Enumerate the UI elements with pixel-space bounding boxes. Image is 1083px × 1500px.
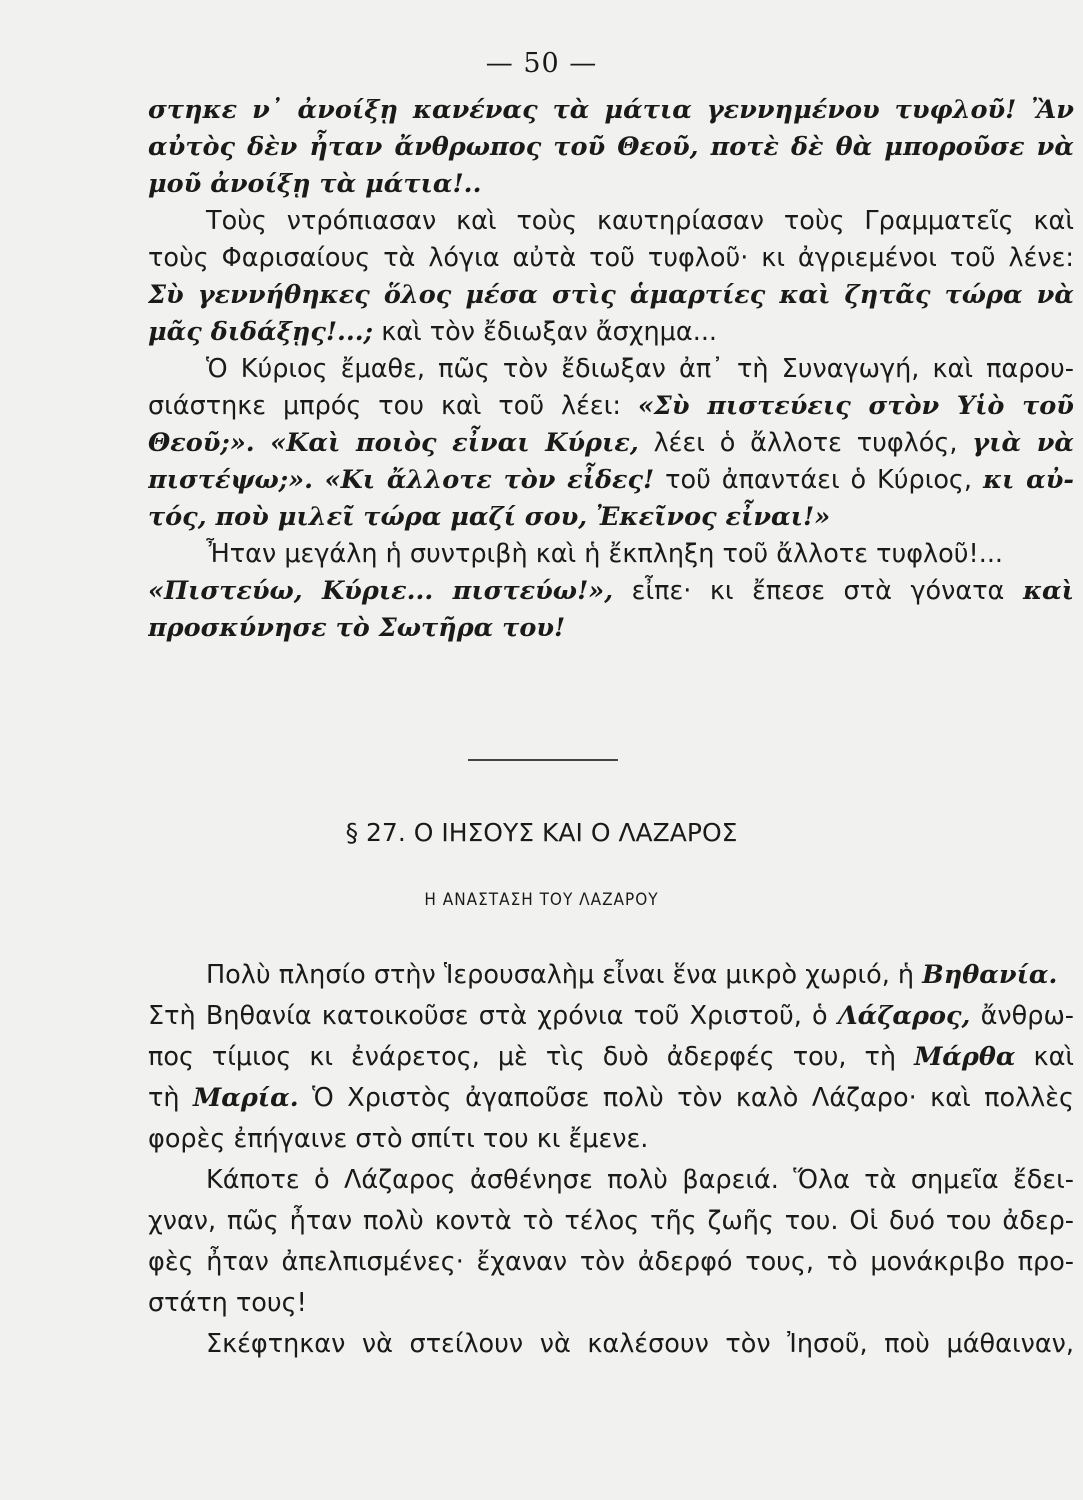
text-line xyxy=(148,462,1074,499)
text-line: μοῦ ἀνοίξῃ τὰ μάτια!.. xyxy=(148,169,482,199)
text-line xyxy=(148,955,1074,996)
italic-span: μᾶς διδάξῃς!...; xyxy=(148,317,374,347)
upper-text-block xyxy=(148,92,1074,647)
text-line: αὐτὸς δὲν ἦταν ἄνθρωπος τοῦ Θεοῦ, ποτὲ δὲ θὰ μποροῦσε νὰ xyxy=(148,132,1074,162)
plain-span: σιάστηκε μπρός του καὶ τοῦ λέει: xyxy=(148,391,638,421)
plain-span: εἶπε· κι ἔπεσε στὰ γόνατα xyxy=(613,576,1023,606)
italic-span: «Πιστεύω, Κύριε... πιστεύω!», xyxy=(148,576,614,606)
plain-span: καὶ τὸν ἔδιωξαν ἄσχημα... xyxy=(373,317,718,347)
italic-span: Θεοῦ;». «Καὶ ποιὸς εἶναι Κύριε, xyxy=(148,428,639,458)
italic-span: Μαρία. xyxy=(193,1083,299,1113)
plain-span: λέει ὁ ἄλλοτε τυφλός, xyxy=(638,428,973,458)
section-heading: § 27. Ο ΙΗΣΟΥΣ ΚΑΙ Ο ΛΑΖΑΡΟΣ xyxy=(345,818,738,847)
text-line xyxy=(148,425,1074,462)
text-line xyxy=(148,1037,1074,1078)
italic-span: καὶ xyxy=(1022,576,1074,606)
italic-span: κι αὐ- xyxy=(982,465,1074,495)
text-line: τός, ποὺ μιλεῖ τώρα μαζί σου, Ἐκεῖνος εἶναι!» xyxy=(148,502,831,532)
page-number: — 50 — xyxy=(485,48,598,79)
italic-span: Βηθανία. xyxy=(922,960,1058,990)
text-line xyxy=(148,388,1074,425)
text-line: Σκέφτηκαν νὰ στείλουν νὰ καλέσουν τὸν Ἰησοῦ, ποὺ μάθαιναν, xyxy=(206,1329,1074,1359)
separator-rule xyxy=(468,759,618,767)
plain-span: Πολὺ πλησίο στὴν Ἱερουσαλὴμ εἶναι ἕνα μικρὸ χωριό, ἡ xyxy=(206,960,923,990)
text-line: προσκύνησε τὸ Σωτῆρα του! xyxy=(148,613,566,643)
italic-span: «Σὺ πιστεύεις στὸν Υἱὸ τοῦ xyxy=(637,391,1074,421)
text-line xyxy=(148,573,1074,610)
plain-span: Ὁ Χριστὸς ἀγαποῦσε πολὺ τὸν καλὸ Λάζαρο· καὶ πολλὲς xyxy=(298,1083,1074,1113)
italic-span: Λάζαρος, xyxy=(837,1001,971,1031)
text-line: Κάποτε ὁ Λάζαρος ἀσθένησε πολὺ βαρειά. Ὅλα τὰ σημεῖα ἔδει- xyxy=(206,1165,1074,1195)
plain-span: Στὴ Βηθανία κατοικοῦσε στὰ χρόνια τοῦ Χριστοῦ, ὁ xyxy=(148,1001,838,1031)
section-subheading: Η ΑΝΑΣΤΑΣΗ ΤΟΥ ΛΑΖΑΡΟΥ xyxy=(424,890,659,910)
text-line: στάτη τους! xyxy=(148,1288,307,1318)
text-line: Τοὺς ντρόπιασαν καὶ τοὺς καυτηρίασαν τοὺς Γραμματεῖς καὶ xyxy=(206,206,1074,236)
text-line xyxy=(148,1078,1074,1119)
text-line: φὲς ἦταν ἀπελπισμένες· ἔχαναν τὸν ἀδερφό τους, τὸ μονάκριβο προ- xyxy=(148,1247,1074,1277)
text-line: Ὁ Κύριος ἔμαθε, πῶς τὸν ἔδιωξαν ἀπ᾽ τὴ Συναγωγή, καὶ παρου- xyxy=(206,354,1074,384)
text-line: στηκε ν᾽ ἀνοίξῃ κανένας τὰ μάτια γεννημένου τυφλοῦ! Ἂν xyxy=(148,95,1074,125)
plain-span: τὴ xyxy=(148,1083,193,1113)
lower-text-block xyxy=(148,955,1074,1365)
text-line: Σὺ γεννήθηκες ὅλος μέσα στὶς ἁμαρτίες καὶ ζητᾶς τώρα νὰ xyxy=(148,280,1074,310)
text-line: χναν, πῶς ἦταν πολὺ κοντὰ τὸ τέλος τῆς ζωῆς του. Οἱ δυό του ἀδερ- xyxy=(148,1206,1074,1236)
italic-span: πιστέψω;». «Κι ἄλλοτε τὸν εἶδες! xyxy=(148,465,655,495)
text-line: Ἦταν μεγάλη ἡ συντριβὴ καὶ ἡ ἔκπληξη τοῦ ἄλλοτε τυφλοῦ!... xyxy=(206,539,1004,569)
italic-span: γιὰ νὰ xyxy=(972,428,1074,458)
plain-span: πος τίμιος κι ἐνάρετος, μὲ τὶς δυὸ ἀδερφές του, τὴ xyxy=(148,1042,915,1072)
plain-span: καὶ xyxy=(1015,1042,1074,1072)
text-line: φορὲς ἐπήγαινε στὸ σπίτι του κι ἔμενε. xyxy=(148,1124,649,1154)
plain-span: ἄνθρω- xyxy=(970,1001,1074,1031)
italic-span: Μάρθα xyxy=(914,1042,1016,1072)
text-line xyxy=(148,996,1074,1037)
text-line xyxy=(148,314,1074,351)
text-line: τοὺς Φαρισαίους τὰ λόγια αὐτὰ τοῦ τυφλοῦ· κι ἀγριεμένοι τοῦ λένε: xyxy=(148,243,1074,273)
plain-span: τοῦ ἀπαντάει ὁ Κύριος, xyxy=(654,465,983,495)
